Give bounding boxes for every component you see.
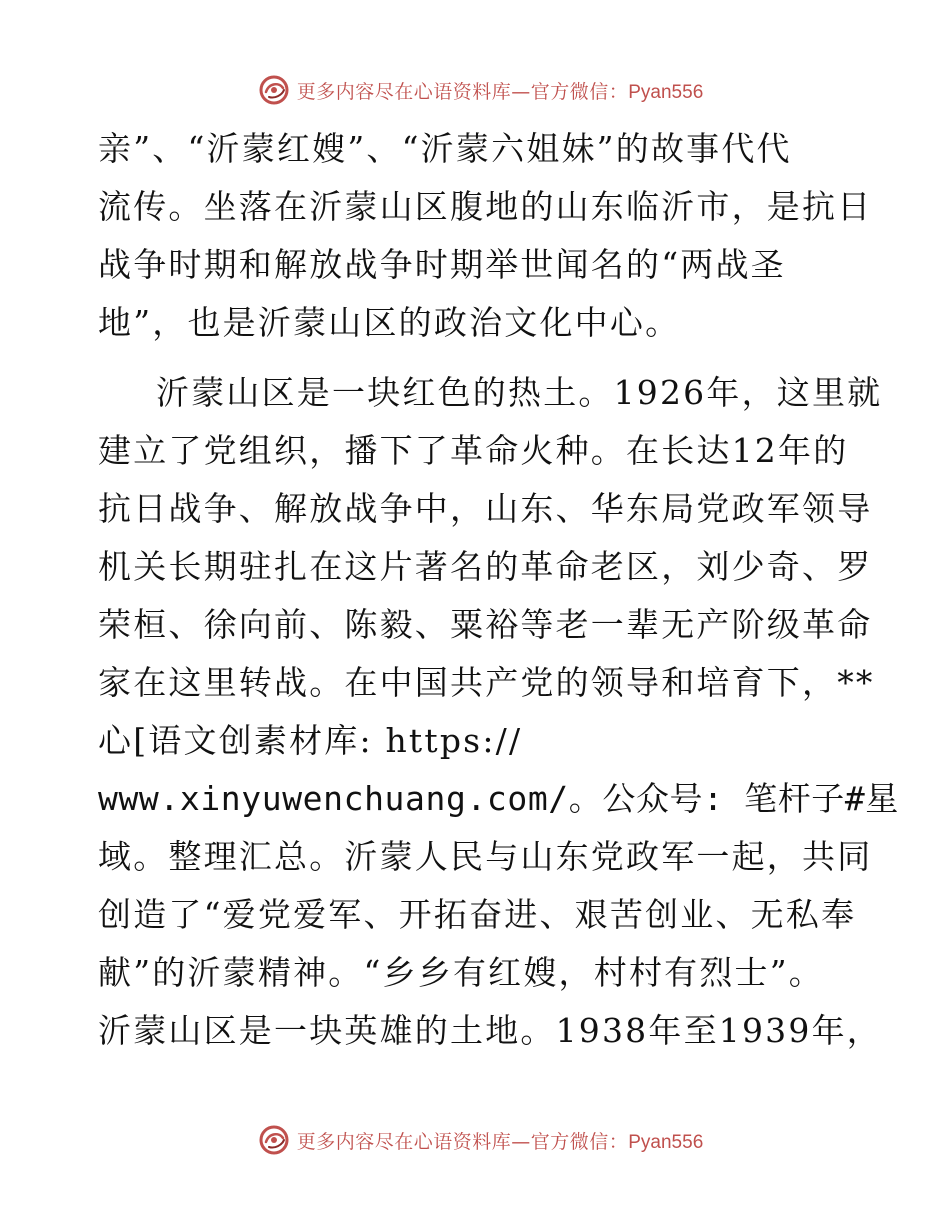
red-swirl-logo-icon — [257, 73, 291, 107]
text-line: 战争时期和解放战争时期举世闻名的“两战圣 — [98, 245, 786, 284]
footer-wechat-id: Pyan556 — [628, 1131, 704, 1153]
text-line: 心[语文创素材库: https:// — [98, 721, 523, 760]
text-line: 沂蒙山区是一块红色的热土。1926年，这里就 — [156, 373, 883, 412]
text-line-url: www.xinyuwenchuang.com/。公众号: 笔杆子#星 — [98, 779, 899, 818]
text-line: 机关长期驻扎在这片著名的革命老区，刘少奇、罗 — [98, 547, 873, 586]
footer-banner — [0, 1120, 950, 1160]
header-wechat-id: Pyan556 — [628, 81, 704, 103]
text-line: 荣桓、徐向前、陈毅、粟裕等老一辈无产阶级革命 — [98, 605, 873, 644]
text-line: 抗日战争、解放战争中，山东、华东局党政军领导 — [98, 489, 873, 528]
text-line: 流传。坐落在沂蒙山区腹地的山东临沂市，是抗日 — [98, 187, 873, 226]
text-line: 沂蒙山区是一块英雄的土地。1938年至1939年， — [98, 1011, 882, 1050]
text-line: 亲”、“沂蒙红嫂”、“沂蒙六姐妹”的故事代代 — [98, 129, 792, 168]
text-line: 献”的沂蒙精神。“乡乡有红嫂，村村有烈士”。 — [98, 953, 825, 992]
header-banner-content — [257, 73, 704, 107]
text-line: 建立了党组织，播下了革命火种。在长达12年的 — [98, 431, 849, 470]
document-body — [98, 120, 899, 1060]
paragraph-2 — [98, 364, 899, 1060]
header-banner-label: 更多内容尽在心语资料库—官方微信： — [296, 80, 629, 103]
footer-banner-content — [257, 1123, 704, 1157]
header-banner-text — [297, 77, 704, 104]
paragraph-1 — [98, 120, 873, 352]
header-banner — [0, 70, 950, 110]
footer-banner-label: 更多内容尽在心语资料库—官方微信： — [296, 1130, 629, 1153]
paragraph-gap — [98, 352, 858, 364]
text-line: 地”，也是沂蒙山区的政治文化中心。 — [98, 303, 681, 342]
text-line: 域。整理汇总。沂蒙人民与山东党政军一起，共同 — [98, 837, 873, 876]
text-line: 创造了“爱党爱军、开拓奋进、艰苦创业、无私奉 — [98, 895, 857, 934]
text-line: 家在这里转战。在中国共产党的领导和培育下，** — [98, 663, 875, 702]
red-swirl-logo-icon — [257, 1123, 291, 1157]
footer-banner-text — [297, 1127, 704, 1154]
